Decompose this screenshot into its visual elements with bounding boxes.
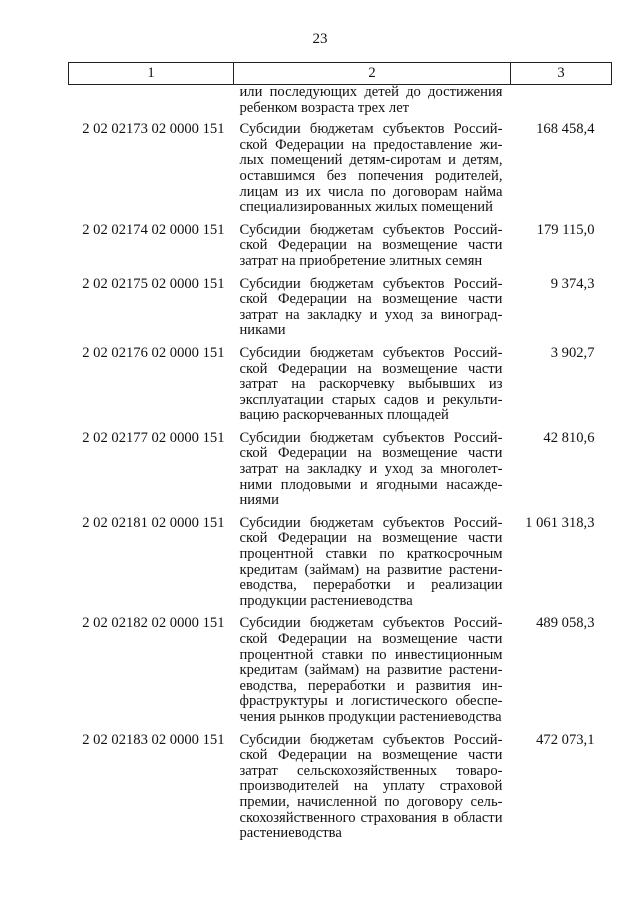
row-code: 2 02 02182 02 0000 151: [82, 615, 225, 632]
table-row: [69, 85, 612, 123]
row-code: 2 02 02176 02 0000 151: [82, 344, 225, 361]
row-amount: 42 810,6: [543, 429, 595, 446]
row-amount: 168 458,4: [536, 121, 595, 138]
table-row: [69, 616, 612, 732]
row-name: Субсидии бюджетам субъектов Российской Федерации на возмещение части затрат на приобретение элитных семян: [239, 221, 503, 269]
table-header-row: [69, 63, 612, 85]
row-code: 2 02 02177 02 0000 151: [82, 429, 225, 446]
row-code: 2 02 02181 02 0000 151: [82, 514, 225, 531]
header-col-2: 2: [234, 63, 511, 85]
table-row: [69, 277, 612, 346]
row-amount: [511, 85, 612, 123]
row-name: Субсидии бюджетам субъектов Российской Федерации на предоставление жилых помещений детям-сиротам и детям, оставшимся без попечения родителей, лицам из их числа по договорам найма специализированных жилых помещений: [239, 121, 503, 216]
table-row: [69, 733, 612, 849]
row-amount: 1 061 318,3: [525, 514, 595, 531]
budget-table: [68, 62, 612, 849]
row-name: или последующих детей до достижения ребенком возраста трех лет: [239, 84, 503, 116]
header-col-3: 3: [511, 63, 612, 85]
page-number: 23: [312, 31, 328, 47]
table-row: [69, 516, 612, 617]
row-code: [69, 85, 234, 123]
row-amount: 179 115,0: [536, 221, 595, 238]
row-name: Субсидии бюджетам субъектов Российской Федерации на возмещение части затрат сельскохозяйственных товаропроизводителей на уплату страховой премии, начисленной по договору сельскохозяйственного страхования в области растениеводства: [239, 731, 503, 842]
table-row: [69, 431, 612, 516]
row-name: Субсидии бюджетам субъектов Российской Федерации на возмещение части затрат на закладку и уход за виноградниками: [239, 275, 503, 339]
row-name: Субсидии бюджетам субъектов Российской Федерации на возмещение части затрат на закладку и уход за многолетними плодовыми и ягодными насаждениями: [239, 429, 503, 509]
row-code: 2 02 02173 02 0000 151: [82, 121, 225, 138]
row-amount: 489 058,3: [536, 615, 595, 632]
header-col-1: 1: [69, 63, 234, 85]
table-row: [69, 346, 612, 431]
row-code: 2 02 02183 02 0000 151: [82, 731, 225, 748]
table-header: [69, 63, 612, 85]
table-row: [69, 223, 612, 277]
table-row: [69, 122, 612, 223]
row-name: Субсидии бюджетам субъектов Российской Федерации на возмещение части процентной ставки по краткосрочным кредитам (займам) на развитие растениеводства, переработки и реализации продукции растениеводства: [239, 514, 503, 609]
row-amount: 9 374,3: [550, 275, 595, 292]
row-name: Субсидии бюджетам субъектов Российской Федерации на возмещение части затрат на раскорчевку выбывших из эксплуатации старых садов и рекультивацию раскорчеванных площадей: [239, 344, 503, 424]
row-amount: 3 902,7: [550, 344, 595, 361]
row-name: Субсидии бюджетам субъектов Российской Федерации на возмещение части процентной ставки по инвестиционным кредитам (займам) на развитие растениеводства, переработки и развития инфраструктуры и логистического обеспечения рынков продукции растениеводства: [239, 615, 503, 725]
row-amount: 472 073,1: [536, 731, 595, 748]
row-code: 2 02 02174 02 0000 151: [82, 221, 225, 238]
table-body: [69, 85, 612, 849]
row-code: 2 02 02175 02 0000 151: [82, 275, 225, 292]
